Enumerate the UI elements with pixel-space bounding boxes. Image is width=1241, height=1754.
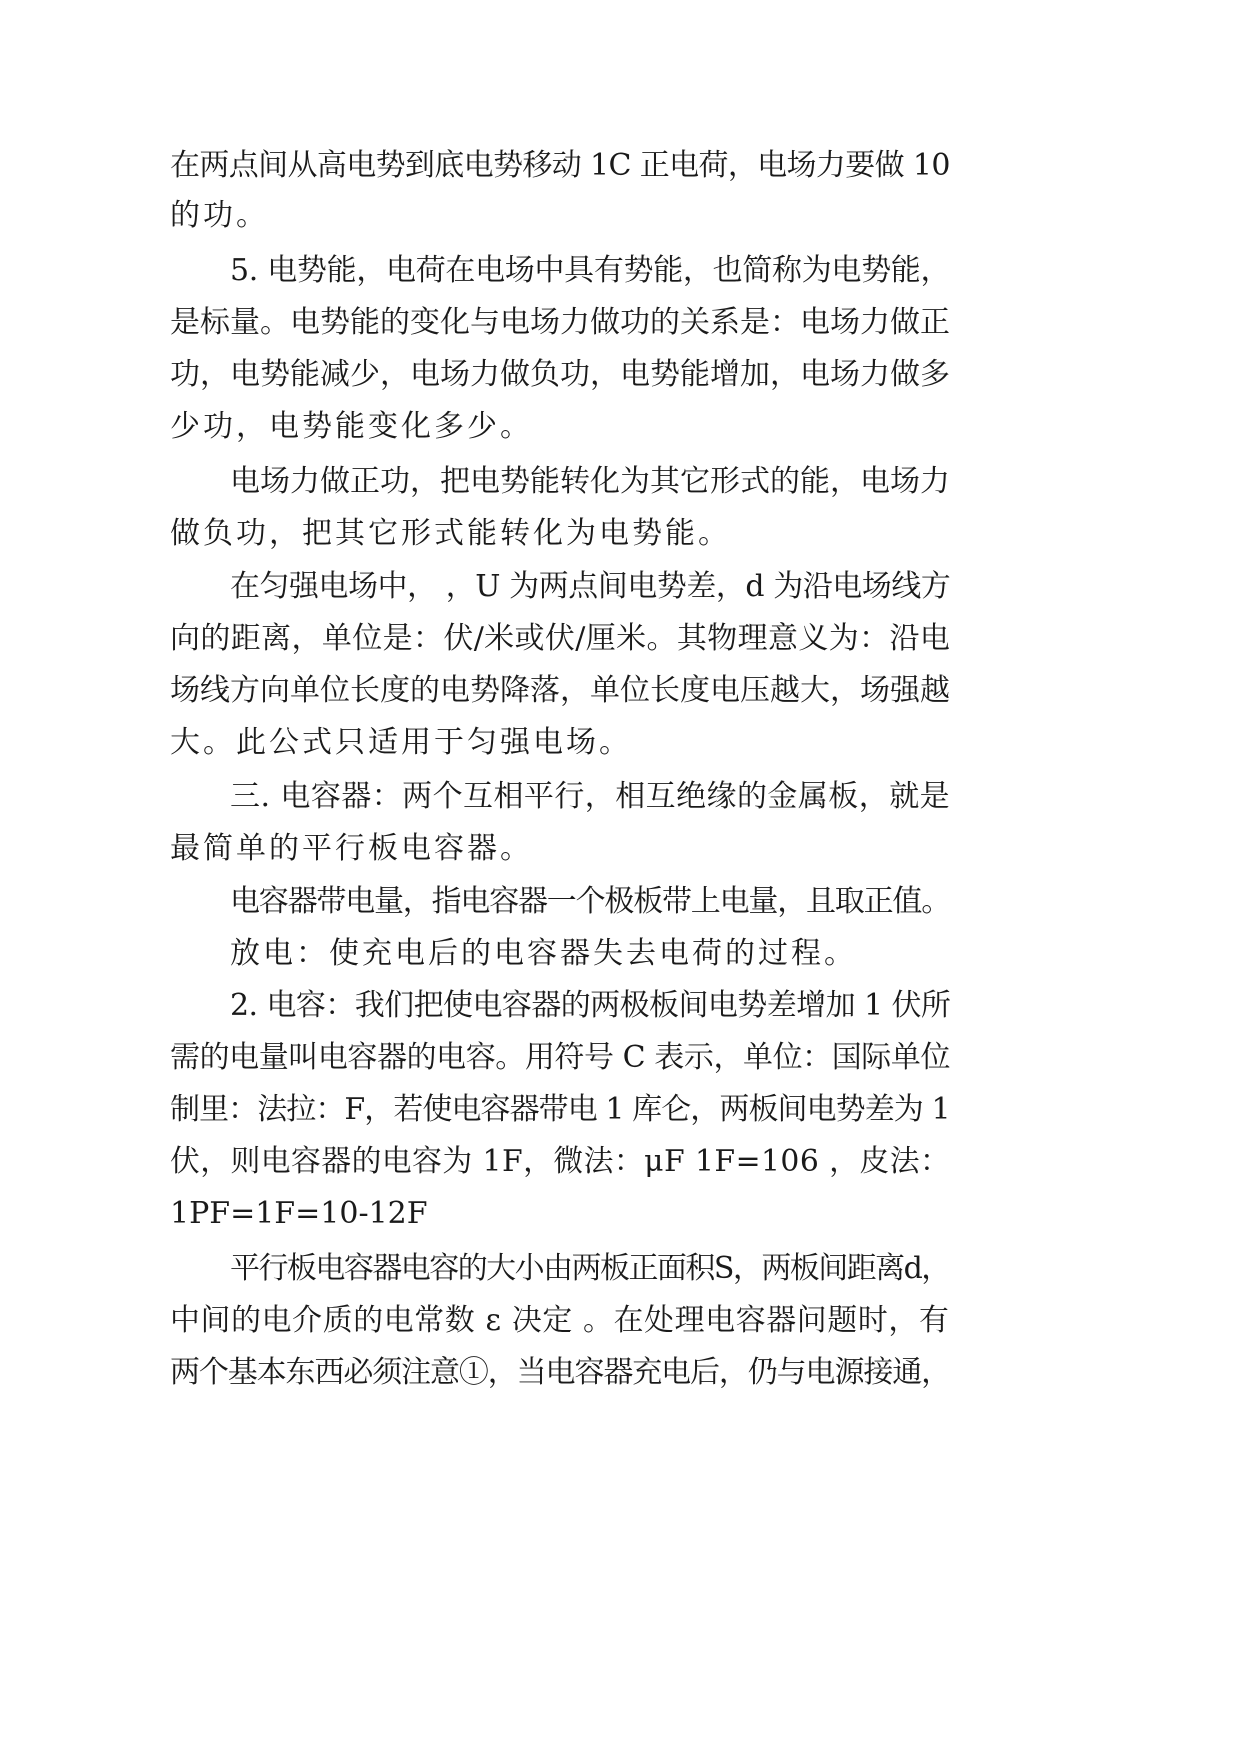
text-line: 的功。 [170, 198, 269, 233]
text-line: 需的电量叫电容器的电容。用符号 C 表示，单位：国际单位 [170, 1040, 951, 1075]
text-line: 中间的电介质的电常数 ε 决定 。在处理电容器问题时，有 [170, 1303, 950, 1338]
text-line: 是标量。电势能的变化与电场力做功的关系是：电场力做正 [170, 305, 950, 340]
text-line: 放电：使充电后的电容器失去电荷的过程。 [230, 936, 857, 971]
text-line: 少功，电势能变化多少。 [170, 409, 533, 444]
text-line: 场线方向单位长度的电势降落，单位长度电压越大，场强越 [170, 673, 950, 708]
text-line: 最简单的平行板电容器。 [170, 831, 533, 866]
text-line: 功，电势能减少，电场力做负功，电势能增加，电场力做多 [170, 357, 950, 392]
text-line: 三. 电容器：两个互相平行，相互绝缘的金属板，就是 [230, 779, 951, 814]
text-line: 电场力做正功，把电势能转化为其它形式的能，电场力 [230, 464, 950, 499]
text-line: 向的距离，单位是：伏/米或伏/厘米。其物理意义为：沿电 [170, 621, 951, 656]
text-line: 2. 电容：我们把使电容器的两极板间电势差增加 1 伏所 [230, 988, 951, 1023]
text-line: 大。此公式只适用于匀强电场。 [170, 725, 632, 760]
text-line: 制里：法拉：F，若使电容器带电 1 库仑，两板间电势差为 1 [170, 1092, 950, 1127]
text-line: 做负功，把其它形式能转化为电势能。 [170, 516, 731, 551]
text-line: 伏，则电容器的电容为 1F，微法：μF 1F=106 ，皮法： [170, 1144, 951, 1179]
text-line: 5. 电势能，电荷在电场中具有势能，也简称为电势能， [230, 253, 951, 288]
text-line: 电容器带电量，指电容器一个极板带上电量，且取正值。 [230, 884, 950, 919]
text-line: 两个基本东西必须注意①，当电容器充电后，仍与电源接通， [170, 1355, 950, 1390]
text-line: 在匀强电场中， ，U 为两点间电势差，d 为沿电场线方 [230, 569, 951, 604]
text-line: 1PF=1F=10-12F [170, 1196, 428, 1231]
text-line: 在两点间从高电势到底电势移动 1C 正电荷，电场力要做 10 [170, 148, 950, 183]
text-line: 平行板电容器电容的大小由两板正面积S，两板间距离d， [230, 1251, 950, 1286]
